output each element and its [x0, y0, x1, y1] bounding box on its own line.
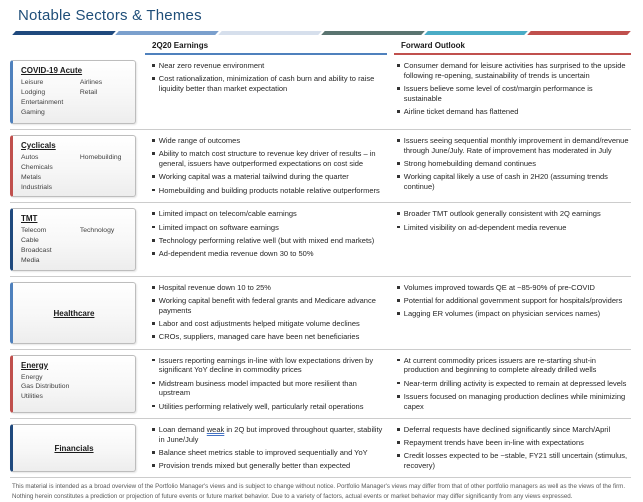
- industry-label: Homebuilding: [79, 154, 122, 161]
- bullet-marker-icon: [152, 139, 155, 142]
- bullet-text: Provision trends mixed but generally better than expected: [158, 461, 351, 470]
- bullet-list-outlook: [394, 277, 631, 349]
- footer-disclaimer: [10, 478, 631, 502]
- bullet-item: [152, 283, 385, 293]
- column-header-outlook: Forward Outlook: [394, 38, 631, 55]
- industry-label: Telecom: [21, 227, 47, 235]
- bullet-text: Labor and cost adjustments helped mitigate volume declines: [158, 319, 360, 328]
- bullet-item: [152, 74, 385, 94]
- bullet-marker-icon: [152, 299, 155, 302]
- bullet-marker-icon: [152, 175, 155, 178]
- bullet-text: Hospital revenue down 10 to 25%: [158, 282, 271, 292]
- sector-title: COVID-19 Acute: [21, 66, 83, 75]
- bullet-text-part: Loan demand: [158, 424, 207, 434]
- bullet-text: Working capital was a material tailwind during the quarter: [158, 172, 349, 182]
- bullet-text: Deferral requests have declined significantly since March/April: [403, 424, 611, 434]
- industry-label: Energy: [21, 373, 43, 381]
- bullet-text: Airline ticket demand has flattened: [403, 107, 519, 116]
- bullet-text-part: in 2Q but improved throughout quarter, stability in June/July: [158, 424, 383, 444]
- sector-box: [10, 355, 136, 413]
- bullet-marker-icon: [397, 428, 400, 431]
- bullet-marker-icon: [152, 252, 155, 255]
- bullet-item: [397, 136, 629, 156]
- bullet-item: [152, 319, 385, 329]
- bullet-text: Ad-dependent media revenue down 30 to 50%: [158, 249, 314, 259]
- industry-label: Broadcast: [21, 247, 52, 255]
- bullet-marker-icon: [397, 359, 400, 362]
- footer-disclaimer-line: This material is intended as a broad overview of the Portfolio Manager's views and is subject to change without notice. Portfolio Manager's views may differ from that of other portfolio managers as well as the views of the firm.: [12, 483, 626, 491]
- bullet-marker-icon: [397, 175, 400, 178]
- bullet-marker-icon: [152, 152, 155, 155]
- bullet-text: Limited visibility on ad-dependent media revenue: [403, 222, 567, 232]
- bullet-item: [397, 209, 629, 219]
- industry-column: [21, 78, 80, 117]
- footer-disclaimer-line: Nothing herein constitutes a prediction or projection of future events or future market behavior. Due to a variety of factors, actual events or market behavior may differ significantly from any views expressed.: [12, 493, 573, 501]
- bullet-text: Potential for additional government support for hospitals/providers: [403, 296, 623, 305]
- bullet-item: [152, 448, 385, 458]
- industry-label: Media: [21, 256, 40, 264]
- bullet-marker-icon: [152, 359, 155, 362]
- sector-row: [10, 419, 631, 479]
- industry-list: [21, 373, 130, 403]
- bullet-marker-icon: [152, 335, 155, 338]
- bullet-marker-icon: [152, 189, 155, 192]
- bullet-text: Strong homebuilding demand continues: [403, 159, 536, 168]
- industry-label: Autos: [21, 154, 39, 161]
- industry-label: Airlines: [79, 79, 103, 86]
- bullet-marker-icon: [152, 239, 155, 242]
- bullet-marker-icon: [397, 299, 400, 302]
- decorative-color-bar: [14, 31, 629, 35]
- bullet-item: [152, 236, 385, 246]
- emphasized-text: weak: [206, 424, 225, 434]
- bullet-text: Midstream business model impacted but more resilient than upstream: [158, 378, 357, 398]
- sector-row: [10, 203, 631, 276]
- bullet-item: [397, 84, 629, 104]
- bullet-item: [152, 61, 385, 71]
- bullet-marker-icon: [152, 451, 155, 454]
- bullet-text: [159, 425, 385, 445]
- industry-label: Gaming: [21, 108, 45, 116]
- bullet-text: Technology performing relative well (but with mixed end markets): [158, 235, 375, 245]
- bullet-marker-icon: [397, 382, 400, 385]
- bullet-marker-icon: [397, 212, 400, 215]
- bullet-item: [397, 438, 629, 448]
- bullet-text: Lagging ER volumes (impact on physician services names): [403, 309, 601, 319]
- bullet-item: [397, 309, 629, 319]
- sector-title: Cyclicals: [21, 141, 56, 150]
- bullet-item: [152, 402, 385, 412]
- industry-label: Entertainment: [21, 98, 64, 106]
- bullet-item: [152, 149, 385, 169]
- bar-segment-orange-red: [527, 31, 631, 35]
- sector-row: [10, 350, 631, 419]
- bullet-item: [152, 172, 385, 182]
- bullet-text: CROs, suppliers, managed care have been net beneficiaries: [158, 332, 360, 342]
- bullet-list-outlook: [394, 419, 631, 478]
- bullet-marker-icon: [152, 322, 155, 325]
- bullet-item: [152, 136, 385, 146]
- sector-row: [10, 130, 631, 203]
- bullet-marker-icon: [152, 77, 155, 80]
- bullet-list-outlook: [394, 55, 631, 129]
- bullet-text: Volumes improved towards QE at ~85-90% of pre-COVID: [403, 282, 595, 292]
- table-header-row: [10, 38, 631, 55]
- bullet-text: Limited impact on software earnings: [158, 222, 279, 232]
- industry-label: Metals: [21, 173, 42, 181]
- bullet-item: [152, 332, 385, 342]
- bar-segment-pale-blue: [218, 31, 322, 35]
- bullet-item: [152, 379, 385, 399]
- bar-segment-teal: [424, 31, 528, 35]
- bullet-text: Near zero revenue environment: [158, 61, 265, 70]
- industry-label: Lodging: [21, 88, 46, 96]
- bullet-item: [152, 461, 385, 471]
- industry-column: [21, 226, 80, 265]
- page-title: Notable Sectors & Themes: [18, 7, 202, 24]
- bullet-marker-icon: [152, 286, 155, 289]
- bullet-list-outlook: [394, 203, 631, 275]
- bullet-text: Issuers believe some level of cost/margin performance is sustainable: [403, 84, 593, 103]
- bullet-list-earnings: [145, 130, 387, 202]
- bullet-marker-icon: [152, 428, 155, 431]
- bullet-list-earnings: [145, 55, 387, 129]
- bullet-marker-icon: [152, 405, 155, 408]
- bullet-marker-icon: [397, 226, 400, 229]
- bullet-text: Issuers focused on managing production declines while minimizing capex: [403, 391, 626, 411]
- bullet-item: [152, 296, 385, 316]
- bullet-marker-icon: [397, 395, 400, 398]
- sector-box: [10, 60, 136, 124]
- industry-list: [21, 153, 130, 192]
- industry-label: Retail: [79, 88, 98, 96]
- bullet-list-outlook: [394, 130, 631, 202]
- bullet-marker-icon: [397, 441, 400, 444]
- bullet-text: Homebuilding and building products notable relative outperformers: [158, 185, 380, 195]
- rows: [10, 55, 631, 478]
- bullet-list-earnings: [145, 203, 387, 275]
- bullet-marker-icon: [397, 286, 400, 289]
- bullet-item: [152, 249, 385, 259]
- industry-label: Technology: [79, 227, 115, 235]
- bullet-marker-icon: [397, 139, 400, 142]
- industry-list: [21, 78, 130, 117]
- industry-column: [21, 373, 80, 403]
- bullet-marker-icon: [397, 87, 400, 90]
- bullet-item: [397, 379, 629, 389]
- industry-column: [80, 226, 130, 265]
- bullet-text: Credit losses expected to be ~stable, FY21 still uncertain (stimulus, recovery): [403, 451, 628, 470]
- bullet-text: Issuers reporting earnings in-line with low expectations driven by significant YoY decline in commodity prices: [158, 355, 374, 375]
- bullet-item: [397, 172, 629, 192]
- industry-column: [21, 153, 80, 192]
- bullet-marker-icon: [152, 382, 155, 385]
- bullet-item: [397, 356, 629, 376]
- industry-label: Cable: [21, 237, 39, 245]
- sector-title: Financials: [54, 444, 94, 453]
- bullet-list-earnings: [145, 419, 387, 478]
- bullet-item: [397, 283, 629, 293]
- bullet-item: [397, 296, 629, 306]
- bullet-item: [397, 107, 629, 117]
- sector-row: [10, 55, 631, 130]
- bar-segment-medium-blue: [115, 31, 219, 35]
- bullet-text: Working capital likely a use of cash in 2H20 (assuming trends continue): [403, 172, 608, 191]
- bullet-text: Limited impact on telecom/cable earnings: [158, 209, 297, 219]
- industry-label: Leisure: [21, 79, 44, 86]
- bullet-text: Near-term drilling activity is expected to remain at depressed levels: [403, 378, 627, 388]
- bullet-marker-icon: [152, 464, 155, 467]
- bullet-marker-icon: [397, 64, 400, 67]
- bullet-marker-icon: [397, 454, 400, 457]
- industry-label: Gas Distribution: [21, 383, 70, 391]
- bullet-marker-icon: [152, 226, 155, 229]
- column-header-earnings: 2Q20 Earnings: [145, 38, 387, 55]
- bullet-marker-icon: [397, 312, 400, 315]
- bar-segment-navy: [12, 31, 116, 35]
- sector-box: [10, 208, 136, 270]
- bullet-text: Balance sheet metrics stable to improved sequentially and YoY: [158, 447, 368, 457]
- bullet-text: Issuers seeing sequential monthly improvement in demand/revenue through June/July. Rate of improvement has moderated in July: [403, 136, 629, 155]
- bullet-item: [397, 425, 629, 435]
- bullet-item: [152, 186, 385, 196]
- industry-label: Utilities: [21, 393, 43, 401]
- sector-title: Healthcare: [53, 308, 95, 318]
- bullet-item: [397, 392, 629, 412]
- bullet-item: [397, 451, 629, 471]
- sector-box: [10, 282, 136, 344]
- bullet-item: [397, 223, 629, 233]
- sector-title: Energy: [21, 360, 49, 370]
- bullet-text: Consumer demand for leisure activities has surprised to the upside following re-opening, sustainability of trends is uncertain: [403, 61, 626, 80]
- bullet-item: [152, 223, 385, 233]
- bullet-list-outlook: [394, 350, 631, 418]
- bullet-text: Working capital benefit with federal grants and Medicare advance payments: [158, 296, 376, 315]
- industry-label: Chemicals: [21, 163, 53, 171]
- bar-segment-slate-gray: [321, 31, 425, 35]
- sector-header-spacer: [10, 38, 138, 55]
- bullet-text: Ability to match cost structure to revenue key driver of results – in general, issuers have outperformed expectations on cost side: [158, 149, 376, 168]
- bullet-list-earnings: [145, 277, 387, 349]
- sector-box: [10, 135, 136, 197]
- bullet-item: [152, 425, 385, 445]
- bullet-text: Broader TMT outlook generally consistent with 2Q earnings: [403, 209, 601, 219]
- bullet-marker-icon: [152, 64, 155, 67]
- bullet-list-earnings: [145, 350, 387, 418]
- bullet-text: Cost rationalization, minimization of cash burn and ability to raise liquidity better than market expectation: [158, 74, 375, 93]
- sector-row: [10, 277, 631, 350]
- sector-box: [10, 424, 136, 473]
- bullet-marker-icon: [397, 162, 400, 165]
- industry-column: [80, 78, 130, 117]
- bullet-item: [397, 61, 629, 81]
- industry-list: [21, 226, 130, 265]
- sector-title: TMT: [21, 214, 38, 224]
- industry-column: [80, 373, 130, 403]
- bullet-text: Wide range of outcomes: [158, 136, 241, 145]
- bullet-marker-icon: [397, 110, 400, 113]
- industry-column: [80, 153, 130, 192]
- bullet-marker-icon: [152, 212, 155, 215]
- bullet-item: [152, 356, 385, 376]
- bullet-item: [152, 209, 385, 219]
- bullet-text: Repayment trends have been in-line with expectations: [403, 438, 584, 447]
- bullet-text: At current commodity prices issuers are re-starting shut-in production and beginning to complete already drilled wells: [403, 355, 597, 375]
- industry-label: Industrials: [21, 183, 52, 191]
- bullet-text: Utilities performing relatively well, particularly retail operations: [158, 401, 364, 411]
- bullet-item: [397, 159, 629, 169]
